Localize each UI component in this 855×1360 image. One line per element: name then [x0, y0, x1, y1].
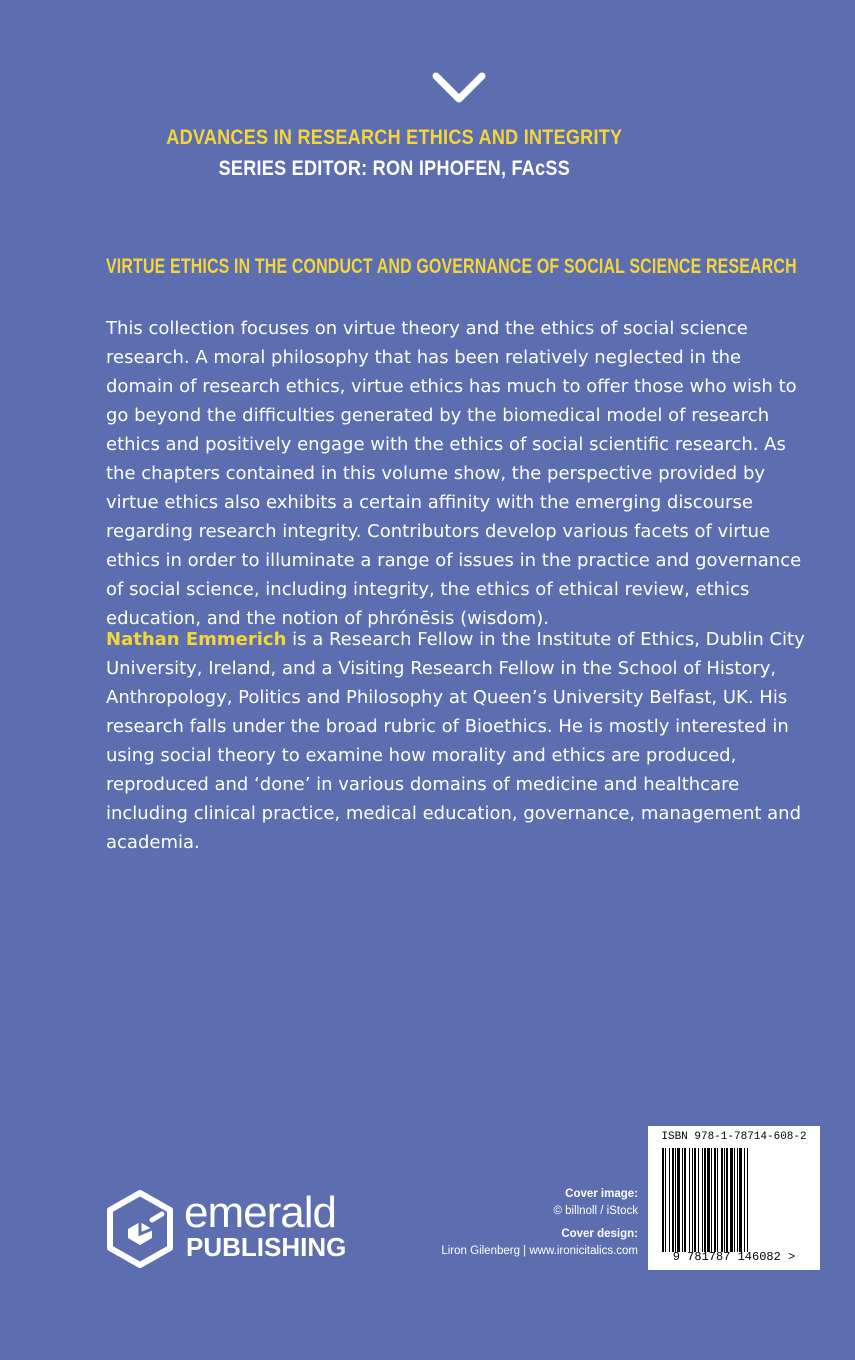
book-title: VIRTUE ETHICS IN THE CONDUCT AND GOVERNANCE OF SOCIAL SCIENCE RESEARCH — [106, 255, 797, 278]
barcode-bar — [675, 1148, 676, 1252]
barcode-bar — [684, 1148, 686, 1252]
barcode-bar — [747, 1148, 748, 1252]
isbn-barcode — [648, 1126, 820, 1270]
barcode-bar — [672, 1148, 674, 1252]
series-name: ADVANCES IN RESEARCH ETHICS AND INTEGRITY — [166, 126, 623, 149]
cover-design-value: Liron Gilenberg | www.ironicitalics.com — [441, 1245, 638, 1257]
barcode-bar — [737, 1148, 738, 1252]
author-bio: is a Research Fellow in the Institute of Ethics, Dublin City University, Ireland, and a Visiting Research Fellow in the School of History, Anthropology, Politics and Philosophy at Queen’s University Belfast, UK. His research falls under the broad rubric of Bioethics. He is mostly interested in using social theory to examine how morality and ethics are produced, reproduced and ‘done’ in various domains of medicine and healthcare including clinical practice, medical education, governance, management and academia. — [106, 629, 805, 853]
publisher-subname: PUBLISHING — [186, 1232, 347, 1262]
chevron-down-icon — [432, 72, 486, 104]
barcode-bar — [730, 1148, 733, 1252]
barcode-bar — [711, 1148, 712, 1252]
barcode-bars — [660, 1148, 810, 1252]
cover-image-label: Cover image: — [565, 1188, 638, 1200]
barcode-bar — [734, 1148, 735, 1252]
barcode-bar — [677, 1148, 680, 1252]
cover-design-label: Cover design: — [561, 1228, 638, 1240]
publisher-logo — [106, 1190, 366, 1270]
barcode-bar — [665, 1148, 666, 1252]
book-blurb: This collection focuses on virtue theory and the ethics of social science research. A moral philosophy that has been relatively neglected in the domain of research ethics, virtue ethics has much to offer those who wish to go beyond the difficulties generated by the biomedical model of research ethics and positively engage with the ethics of social scientific research. As the chapters contained in this volume show, the perspective provided by virtue ethics also exhibits a certain affinity with the emerging discourse regarding research integrity. Contributors develop various facets of virtue ethics in order to illuminate a range of issues in the practice and governance of social science, including integrity, the ethics of ethical review, ethics education, and the notion of phrónēsis (wisdom). — [106, 318, 802, 629]
barcode-bar — [726, 1148, 728, 1252]
cover-credits — [441, 1186, 638, 1260]
barcode-bar — [724, 1148, 725, 1252]
emerald-logo-icon — [106, 1190, 174, 1268]
isbn-digits: 9 781787 146082 > — [672, 1250, 796, 1264]
barcode-bar — [682, 1148, 683, 1252]
isbn-label: ISBN 978-1-78714-608-2 — [661, 1131, 807, 1143]
barcode-bar — [694, 1148, 696, 1252]
barcode-bar — [692, 1148, 693, 1252]
series-editor: SERIES EDITOR: RON IPHOFEN, FAcSS — [218, 157, 571, 180]
barcode-bar — [721, 1148, 723, 1252]
barcode-bar — [662, 1148, 664, 1252]
author-bio-paragraph — [106, 625, 806, 857]
barcode-bar — [714, 1148, 716, 1252]
barcode-bar — [739, 1148, 742, 1252]
barcode-bar — [744, 1148, 745, 1252]
publisher-name: emerald — [184, 1188, 336, 1237]
barcode-bar — [689, 1148, 690, 1252]
barcode-bar — [717, 1148, 718, 1252]
barcode-bar — [707, 1148, 710, 1252]
author-name: Nathan Emmerich — [106, 629, 287, 650]
barcode-bar — [669, 1148, 670, 1252]
barcode-bar — [704, 1148, 706, 1252]
barcode-bar — [702, 1148, 703, 1252]
barcode-bar — [698, 1148, 699, 1252]
cover-image-value: © billnoll / iStock — [553, 1205, 638, 1217]
